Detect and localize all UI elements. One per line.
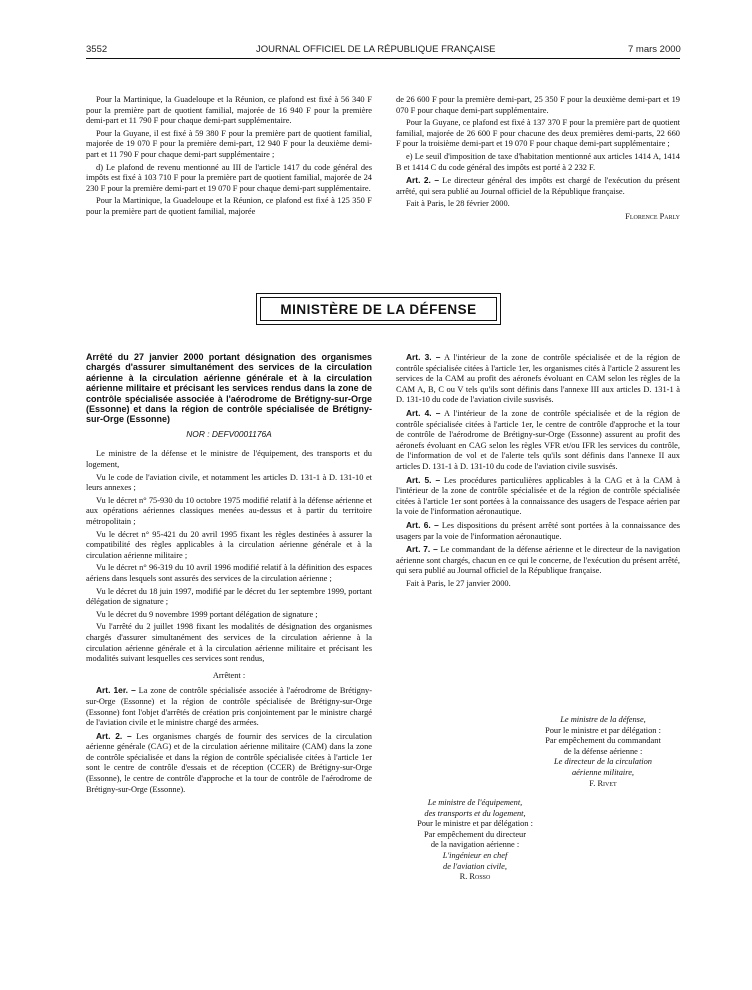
issue-date: 7 mars 2000 [628,44,681,55]
article-text: A l'intérieur de la zone de contrôle spécialisée et de la région de contrôle spécialisée citées à l'article 1er, les organismes cités à l'article 2 assurent les services de la CAM au profit des aéronefs évoluant en CAM selon les règles de la CAM A, B, C ou V tels qu'ils sont définis dans l'annexe III aux articles D. 131-1 à D. 131-10 du code de l'aviation civile susvisés. [396,353,680,405]
signature-line: Le ministre de l'équipement, [427,798,523,807]
article-text: Les procédures particulières applicables à la CAG et à la CAM à l'intérieur de la zone de contrôle spécialisée et de la région de contrôle spécialisée citées à l'article 1er sont portées à la connaissance des usagers de l'espace aérien par la voie de l'information aéronautique. [396,475,680,517]
paragraph: Pour la Martinique, la Guadeloupe et la Réunion, ce plafond est fixé à 56 340 F pour la première part de quotient familial, majorée de 16 940 F pour la première demi-part et 11 790 F pour chaque demi-part supplémentaire. [86,95,372,126]
paragraph: e) Le seuil d'imposition de taxe d'habitation mentionné aux articles 1414 A, 1414 B et 1414 C du code général des impôts est porté à 2 232 F. [396,151,680,172]
journal-title: JOURNAL OFFICIEL DE LA RÉPUBLIQUE FRANÇAISE [256,44,496,55]
header-rule [86,58,680,59]
bottom-right-column [396,352,680,591]
ministry-heading: MINISTÈRE DE LA DÉFENSE [260,297,497,321]
paragraph: Vu le code de l'aviation civile, et notamment les articles D. 131-1 à D. 131-10 et leurs annexes ; [86,472,372,493]
article-5 [396,475,680,518]
article-label: Art. 1er. – [96,685,136,696]
article-7 [396,544,680,577]
article-label: Art. 2. – [96,730,132,741]
paragraph: Pour la Guyane, ce plafond est fixé à 137 370 F pour la première part de quotient familial, majorée de 26 600 F pour chacune des deux premières demi-parts, 22 660 F pour la troisième demi-part et 19 070 F pour chaque demi-part supplémentaire ; [396,118,680,149]
paragraph: Vu le décret n° 75-930 du 10 octobre 1975 modifié relatif à la défense aérienne et aux opérations aériennes classiques menées au-dessus et à partir du territoire métropolitain ; [86,495,372,526]
article-text: Les dispositions du présent arrêté sont portées à la connaissance des usagers par la voie de l'information aéronautique. [396,520,681,541]
paragraph: Vu le décret n° 95-421 du 20 avril 1995 fixant les règles destinées à assurer la compatibilité des règles applicables à la circulation aérienne générale et à la circulation aérienne militaire ; [86,529,372,560]
signature-line: de la navigation aérienne : [430,840,520,850]
paragraph: de 26 600 F pour la première demi-part, 25 350 F pour la deuxième demi-part et 19 070 F pour chaque demi-part supplémentaire. [396,95,680,115]
signature-parly: Florence Parly [625,211,680,221]
signature-line: Par empêchement du commandant [545,736,661,746]
signature-line: Le directeur de la circulation [554,757,652,767]
signature-line: Pour le ministre et par délégation : [545,725,661,735]
signature-line: de l'aviation civile, [443,861,507,871]
paragraph: Le ministre de la défense et le ministre de l'équipement, des transports et du logement, [86,449,372,470]
article-text: La zone de contrôle spécialisée associée à l'aérodrome de Brétigny-sur-Orge (Essonne) et la région de contrôle spécialisée de Brétigny-sur-Orge (Essonne) font l'objet d'arrêtés de création pris conjointement par le ministre chargé de l'aviation civile et le ministre chargé des armées. [86,686,372,728]
paragraph: Pour la Martinique, la Guadeloupe et la Réunion, ce plafond est fixé à 125 350 F pour la première part de quotient familial, majorée [86,196,372,216]
signature-line: Pour le ministre et par délégation : [417,819,533,829]
top-left-column [86,95,372,220]
bottom-left-column [86,352,372,797]
article-label: Art. 4. – [406,407,441,418]
ministry-heading-box [256,293,501,325]
article-label: Art. 3. – [406,352,441,362]
article-4 [396,408,680,473]
article-label: Art. 7. – [406,544,438,555]
arretent: Arrêtent : [212,670,246,680]
paragraph: Vu le décret du 18 juin 1997, modifié par le décret du 1er septembre 1999, portant délégation de signature ; [86,586,372,607]
article-text: Les organismes chargés de fournir des services de la circulation aérienne générale (CAG) et de la circulation aérienne militaire (CAM) dans la zone de contrôle spécialisée et dans la région de contrôle spécialisée citées à l'article 1er sont le centre de contrôle d'essais et de réception (CCER) de Brétigny-sur-Orge (Essonne), le centre de contrôle d'approche et la tour de contrôle de l'aérodrome de Brétigny-sur-Orge (Essonne). [86,731,372,794]
signature-line: de la défense aérienne : [563,746,643,756]
signature-line: L'ingénieur en chef [442,850,508,860]
fait-a-paris-top: Fait à Paris, le 28 février 2000. [406,199,510,209]
page-number: 3552 [86,44,108,55]
paragraph: d) Le plafond de revenu mentionné au III de l'article 1417 du code général des impôts est fixé à 103 710 F pour la première part de quotient familial, majorée de 24 230 F pour la première demi-part et 19 070 F pour chaque demi-part supplémentaire. [86,162,372,193]
fait-a-paris-bottom: Fait à Paris, le 27 janvier 2000. [406,578,511,588]
article-1 [86,685,372,728]
article-2-top [396,175,680,197]
article-text: Le directeur général des impôts est chargé de l'exécution du présent arrêté, qui sera publié au Journal officiel de la République française. [396,176,680,196]
signature-block-equipement [380,798,570,883]
article-2 [86,731,372,796]
decree-title: Arrêté du 27 janvier 2000 portant désignation des organismes chargés d'assurer simultanément des services de la circulation aérienne à la circulation aérienne générale et à la circulation aérienne militaire et précisant les services rendus dans la zone de contrôle spécialisée associée à l'aérodrome de Brétigny-sur-Orge (Essonne) et dans la région de contrôle spécialisée de Brétigny-sur-Orge (Essonne) [86,352,372,425]
article-label: Art. 6. – [406,519,439,530]
article-label: Art. 2. – [406,175,439,186]
signature-line: Par empêchement du directeur [423,829,527,839]
signature-line: Le ministre de la défense, [560,715,646,724]
article-3 [396,352,680,406]
signature-block-defense [508,715,698,789]
nor-reference: NOR : DEFV0001176A [186,428,272,439]
top-right-column [396,95,680,225]
signatory-name: R. Rosso [459,872,491,882]
paragraph: Vu le décret n° 96-319 du 10 avril 1996 modifié relatif à la définition des espaces aériens dans lesquels sont assurés des services de la circulation aérienne ; [86,563,372,583]
article-text: A l'intérieur de la zone de contrôle spécialisée et de la région de contrôle spécialisée citées à l'article 1er, le centre de contrôle d'approche et la tour de contrôle de l'aérodrome de Brétigny-sur-Orge (Essonne) assurent au profit des aéronefs évoluant en CAG selon les règles VFR et/ou IFR les services du contrôle, de l'information de vol et de l'alerte tels qu'ils sont définis dans l'annexe II aux articles D. 131-1 à D. 131-10 du code de l'aviation civile susvisés. [396,408,680,471]
paragraph: Pour la Guyane, il est fixé à 59 380 F pour la première part de quotient familial, majorée de 19 070 F pour la première demi-part, 12 940 F pour la deuxième demi-part et 11 790 F pour chaque demi-part supplémentaire ; [86,128,372,159]
article-text: Le commandant de la défense aérienne et le directeur de la navigation aérienne sont chargés, chacun en ce qui le concerne, de l'exécution du présent arrêté, qui sera publié au Journal officiel de la République française. [396,545,681,576]
signature-line: aérienne militaire, [571,767,635,777]
signature-line: des transports et du logement, [424,808,526,818]
article-label: Art. 5. – [406,474,441,485]
paragraph: Vu le décret du 9 novembre 1999 portant délégation de signature ; [96,609,318,619]
signatory-name: F. Rivet [589,778,617,788]
paragraph: Vu l'arrêté du 2 juillet 1998 fixant les modalités de désignation des organismes chargés d'assurer simultanément des services de la circulation aérienne à la circulation aérienne générale et à la circulation aérienne militaire et précisant les modalités suivant lesquelles ces services sont rendus, [86,622,372,664]
article-6 [396,520,680,542]
